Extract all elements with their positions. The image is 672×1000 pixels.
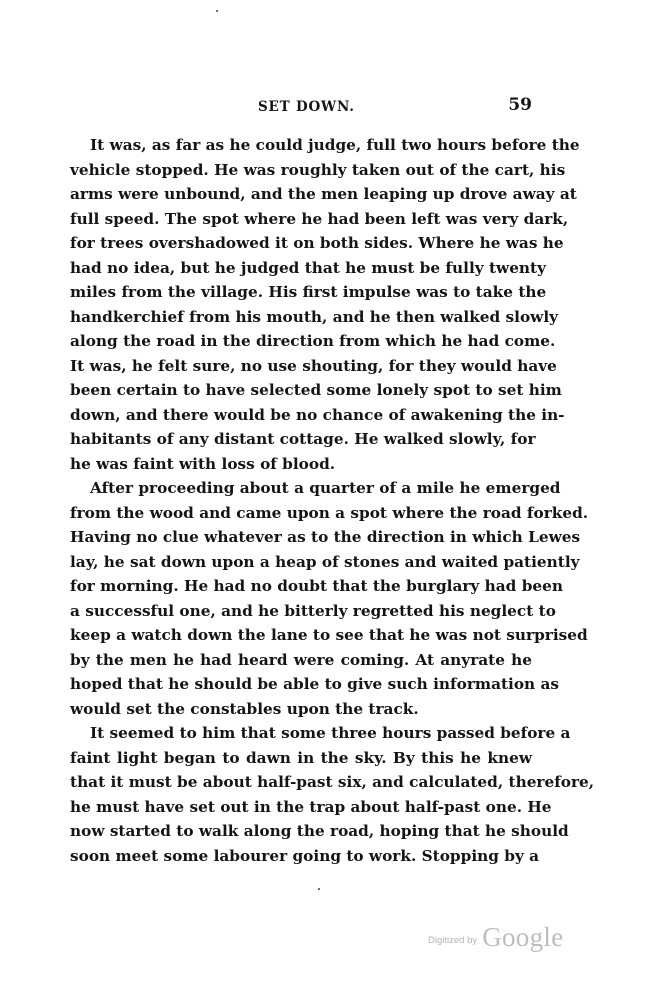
text-line: vehicle stopped. He was roughly taken out of the cart, his — [70, 160, 566, 179]
text-line: he must have set out in the trap about half-past one. He — [70, 797, 552, 816]
text-line: faint light began to dawn in the sky. By this he knew — [70, 748, 532, 767]
text-line: After proceeding about a quarter of a mile he emerged — [90, 479, 561, 497]
text-line: handkerchief from his mouth, and he then walked slowly — [70, 307, 559, 326]
text-line: had no idea, but he judged that he must be fully twenty — [70, 258, 547, 277]
scan-speck — [318, 888, 320, 890]
text-line: arms were unbound, and the men leaping up drove away at — [70, 185, 577, 203]
text-line: along the road in the direction from which he had come. — [70, 332, 556, 350]
page-number: 59 — [508, 95, 532, 115]
text-line: that it must be about half-past six, and calculated, therefore, — [70, 773, 595, 791]
text-line: keep a watch down the lane to see that he was not surprised — [70, 626, 588, 644]
text-line: a successful one, and he bitterly regretted his neglect to — [70, 601, 556, 620]
text-line: soon meet some labourer going to work. Stopping by a — [70, 846, 540, 865]
text-line: habitants of any distant cottage. He walked slowly, for — [70, 430, 536, 448]
page-header — [70, 95, 532, 119]
scan-speck — [216, 10, 218, 12]
text-line: down, and there would be no chance of awakening the in- — [70, 405, 565, 424]
text-line: for trees overshadowed it on both sides. Where he was he — [70, 234, 564, 252]
text-line: been certain to have selected some lonely spot to set him — [70, 381, 562, 399]
text-line: It seemed to him that some three hours passed before a — [90, 724, 571, 742]
text-line: full speed. The spot where he had been left was very dark, — [70, 209, 569, 228]
text-line: hoped that he should be able to give such information as — [70, 675, 560, 693]
text-line: now started to walk along the road, hoping that he should — [70, 822, 569, 840]
text-line: he was faint with loss of blood. — [70, 454, 336, 473]
text-line: Having no clue whatever as to the direction in which Lewes — [70, 528, 581, 546]
google-watermark — [428, 922, 564, 953]
text-line: It was, as far as he could judge, full two hours before the — [90, 136, 580, 154]
text-line: It was, he felt sure, no use shouting, for they would have — [70, 356, 557, 375]
text-line: would set the constables upon the track. — [70, 699, 419, 718]
text-line: from the wood and came upon a spot where the road forked. — [70, 503, 589, 522]
digitized-by-label: Digitized by — [428, 935, 478, 946]
text-line: lay, he sat down upon a heap of stones and waited patiently — [70, 552, 580, 571]
running-title: SET DOWN. — [258, 99, 355, 115]
text-line: miles from the village. His first impulse was to take the — [70, 283, 547, 301]
text-line: by the men he had heard were coming. At anyrate he — [70, 650, 532, 669]
body-text — [70, 133, 595, 868]
google-logo: Google — [482, 922, 564, 952]
text-line: for morning. He had no doubt that the burglary had been — [70, 577, 563, 595]
